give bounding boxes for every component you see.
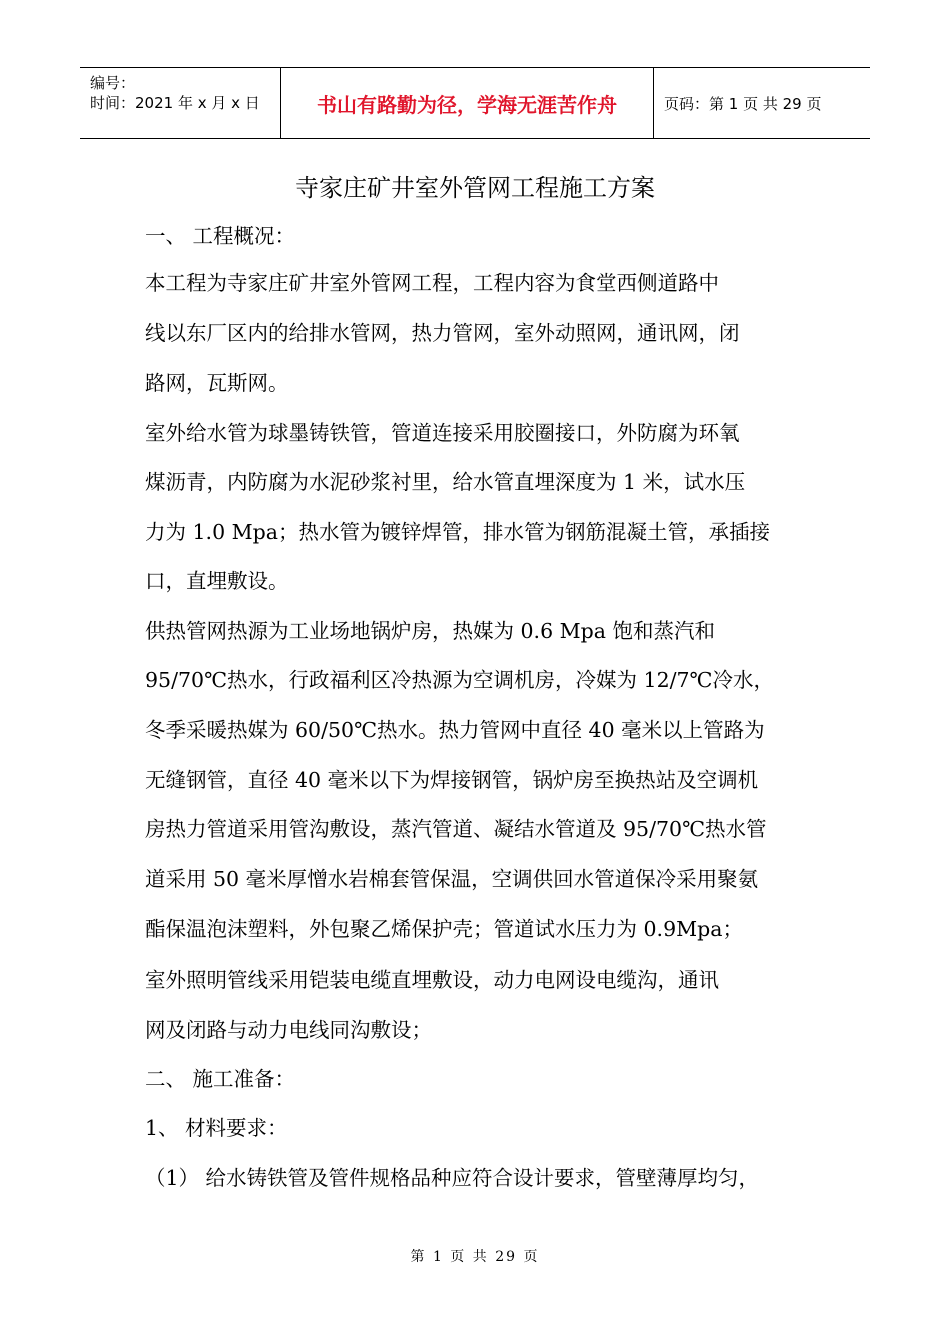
motto-text: 书山有路勤为径，学海无涯苦作舟 (281, 68, 654, 138)
body-line: 室外照明管线采用铠装电缆直埋敷设，动力电网设电缆沟，通讯 (145, 968, 719, 992)
body-line: 95/70℃热水，行政福利区冷热源为空调机房，冷媒为 12/7℃冷水， (145, 668, 774, 692)
page-footer: 第 1 页 共 29 页 (410, 1249, 540, 1265)
body-line: 路网，瓦斯网。 (145, 371, 289, 395)
body-line: （1） 给水铸铁管及管件规格品种应符合设计要求，管壁薄厚均匀， (145, 1166, 760, 1190)
page-info: 页码：第 1 页 共 29 页 (664, 94, 822, 113)
body-line: 道采用 50 毫米厚憎水岩棉套管保温，空调供回水管道保冷采用聚氨 (145, 867, 759, 891)
document-title: 寺家庄矿井室外管网工程施工方案 (295, 174, 655, 202)
subsection-heading: 1、 材料要求： (145, 1116, 288, 1140)
header-meta-cell (80, 68, 281, 138)
number-label: 编号： (90, 74, 136, 92)
body-line: 煤沥青，内防腐为水泥砂浆衬里，给水管直埋深度为 1 米，试水压 (145, 470, 746, 494)
body-line: 无缝钢管，直径 40 毫米以下为焊接钢管，锅炉房至换热站及空调机 (145, 768, 759, 792)
body-line: 室外给水管为球墨铸铁管，管道连接采用胶圈接口，外防腐为环氧 (145, 421, 740, 445)
body-line: 本工程为寺家庄矿井室外管网工程，工程内容为食堂西侧道路中 (145, 271, 719, 295)
body-line: 力为 1.0 Mpa；热水管为镀锌焊管，排水管为钢筋混凝土管，承插接 (145, 520, 770, 544)
body-line: 口，直埋敷设。 (145, 569, 289, 593)
body-line: 酯保温泡沫塑料，外包聚乙烯保护壳；管道试水压力为 0.9Mpa； (145, 917, 743, 941)
time-label: 时间：2021 年 x 月 x 日 (90, 94, 260, 112)
body-line: 房热力管道采用管沟敷设，蒸汽管道、凝结水管道及 95/70℃热水管 (145, 817, 767, 841)
body-line: 网及闭路与动力电线同沟敷设； (145, 1018, 432, 1042)
body-line: 线以东厂区内的给排水管网，热力管网，室外动照网，通讯网，闭 (145, 321, 740, 345)
body-line: 冬季采暖热媒为 60/50℃热水。热力管网中直径 40 毫米以上管路为 (145, 718, 765, 742)
body-line: 一、 工程概况： (145, 224, 296, 248)
header-table (80, 67, 870, 139)
section-heading: 二、 施工准备： (145, 1067, 296, 1091)
body-line: 供热管网热源为工业场地锅炉房，热媒为 0.6 Mpa 饱和蒸汽和 (145, 619, 715, 643)
